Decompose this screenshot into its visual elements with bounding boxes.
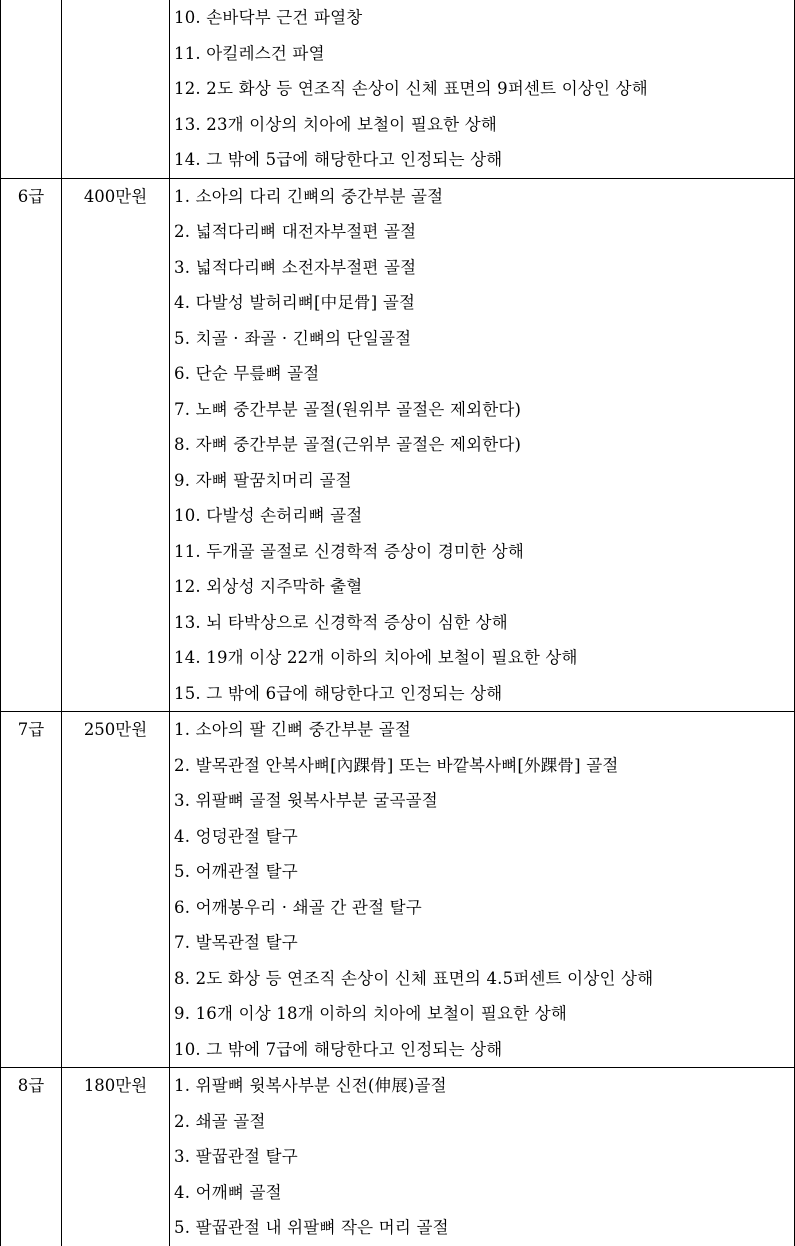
list-item: 3. 팔꿉관절 탈구 xyxy=(174,1147,298,1166)
list-item: 14. 19개 이상 22개 이하의 치아에 보철이 필요한 상해 xyxy=(174,648,578,667)
description-cell xyxy=(170,712,795,1068)
list-item: 9. 자뼈 팔꿈치머리 골절 xyxy=(174,470,352,490)
list-item: 12. 2도 화상 등 연조직 손상이 신체 표면의 9퍼센트 이상인 상해 xyxy=(174,79,648,98)
amount-label: 180만원 xyxy=(83,1076,148,1095)
list-item: 1. 위팔뼈 윗복사부분 신전(伸展)골절 xyxy=(174,1076,447,1095)
list-item: 7. 노뼈 중간부분 골절(원위부 골절은 제외한다) xyxy=(174,399,522,419)
table-row xyxy=(1,0,795,178)
grade-cell xyxy=(1,178,62,712)
amount-cell xyxy=(62,178,170,712)
list-item: 11. 두개골 골절로 신경학적 증상이 경미한 상해 xyxy=(174,541,525,561)
list-item: 12. 외상성 지주막하 출혈 xyxy=(174,577,363,596)
amount-label: 250만원 xyxy=(83,720,148,739)
list-item: 11. 아킬레스건 파열 xyxy=(174,43,325,63)
table-row xyxy=(1,178,795,712)
list-item: 1. 소아의 팔 긴뼈 중간부분 골절 xyxy=(174,720,412,739)
list-item: 8. 자뼈 중간부분 골절(근위부 골절은 제외한다) xyxy=(174,435,522,454)
list-item: 2. 쇄골 골절 xyxy=(174,1111,266,1131)
list-item: 6. 단순 무릎뼈 골절 xyxy=(174,364,320,383)
amount-cell xyxy=(62,0,170,178)
list-item: 10. 그 밖에 7급에 해당한다고 인정되는 상해 xyxy=(174,1039,503,1059)
list-item: 3. 위팔뼈 골절 윗복사부분 굴곡골절 xyxy=(174,791,438,810)
list-item: 7. 발목관절 탈구 xyxy=(174,933,298,952)
list-item: 14. 그 밖에 5급에 해당한다고 인정되는 상해 xyxy=(174,150,503,169)
list-item: 3. 넓적다리뼈 소전자부절편 골절 xyxy=(174,257,417,277)
description-cell xyxy=(170,1068,795,1246)
grade-label: 6급 xyxy=(17,186,45,206)
list-item: 5. 팔꿉관절 내 위팔뼈 작은 머리 골절 xyxy=(174,1218,449,1237)
list-item: 9. 16개 이상 18개 이하의 치아에 보철이 필요한 상해 xyxy=(174,1004,567,1023)
grade-cell xyxy=(1,1068,62,1246)
table-row xyxy=(1,1068,795,1246)
amount-cell xyxy=(62,712,170,1068)
list-item: 5. 어깨관절 탈구 xyxy=(174,862,298,881)
list-item: 10. 다발성 손허리뼈 골절 xyxy=(174,506,363,525)
table-body xyxy=(1,0,795,1246)
grade-label: 8급 xyxy=(17,1076,45,1095)
amount-label: 400만원 xyxy=(83,186,148,206)
list-item: 15. 그 밖에 6급에 해당한다고 인정되는 상해 xyxy=(174,683,503,703)
list-item: 1. 소아의 다리 긴뼈의 중간부분 골절 xyxy=(174,186,444,206)
list-item: 4. 다발성 발허리뼈[中足骨] 골절 xyxy=(174,293,416,312)
list-item: 13. 23개 이상의 치아에 보철이 필요한 상해 xyxy=(174,114,497,134)
grade-cell xyxy=(1,712,62,1068)
list-item: 2. 넓적다리뼈 대전자부절편 골절 xyxy=(174,222,417,241)
list-item: 13. 뇌 타박상으로 신경학적 증상이 심한 상해 xyxy=(174,612,508,632)
description-cell xyxy=(170,178,795,712)
grade-label: 7급 xyxy=(17,720,45,739)
list-item: 2. 발목관절 안복사뼈[內踝骨] 또는 바깥복사뼈[外踝骨] 골절 xyxy=(174,755,619,775)
list-item: 8. 2도 화상 등 연조직 손상이 신체 표면의 4.5퍼센트 이상인 상해 xyxy=(174,968,654,988)
grade-cell xyxy=(1,0,62,178)
list-item: 4. 어깨뼈 골절 xyxy=(174,1182,282,1202)
table-row xyxy=(1,712,795,1068)
amount-cell xyxy=(62,1068,170,1246)
list-item: 6. 어깨봉우리 · 쇄골 간 관절 탈구 xyxy=(174,897,422,917)
list-item: 10. 손바닥부 근건 파열창 xyxy=(174,8,363,27)
list-item: 4. 엉덩관절 탈구 xyxy=(174,826,298,846)
list-item: 5. 치골 · 좌골 · 긴뼈의 단일골절 xyxy=(174,328,412,348)
description-cell xyxy=(170,0,795,178)
